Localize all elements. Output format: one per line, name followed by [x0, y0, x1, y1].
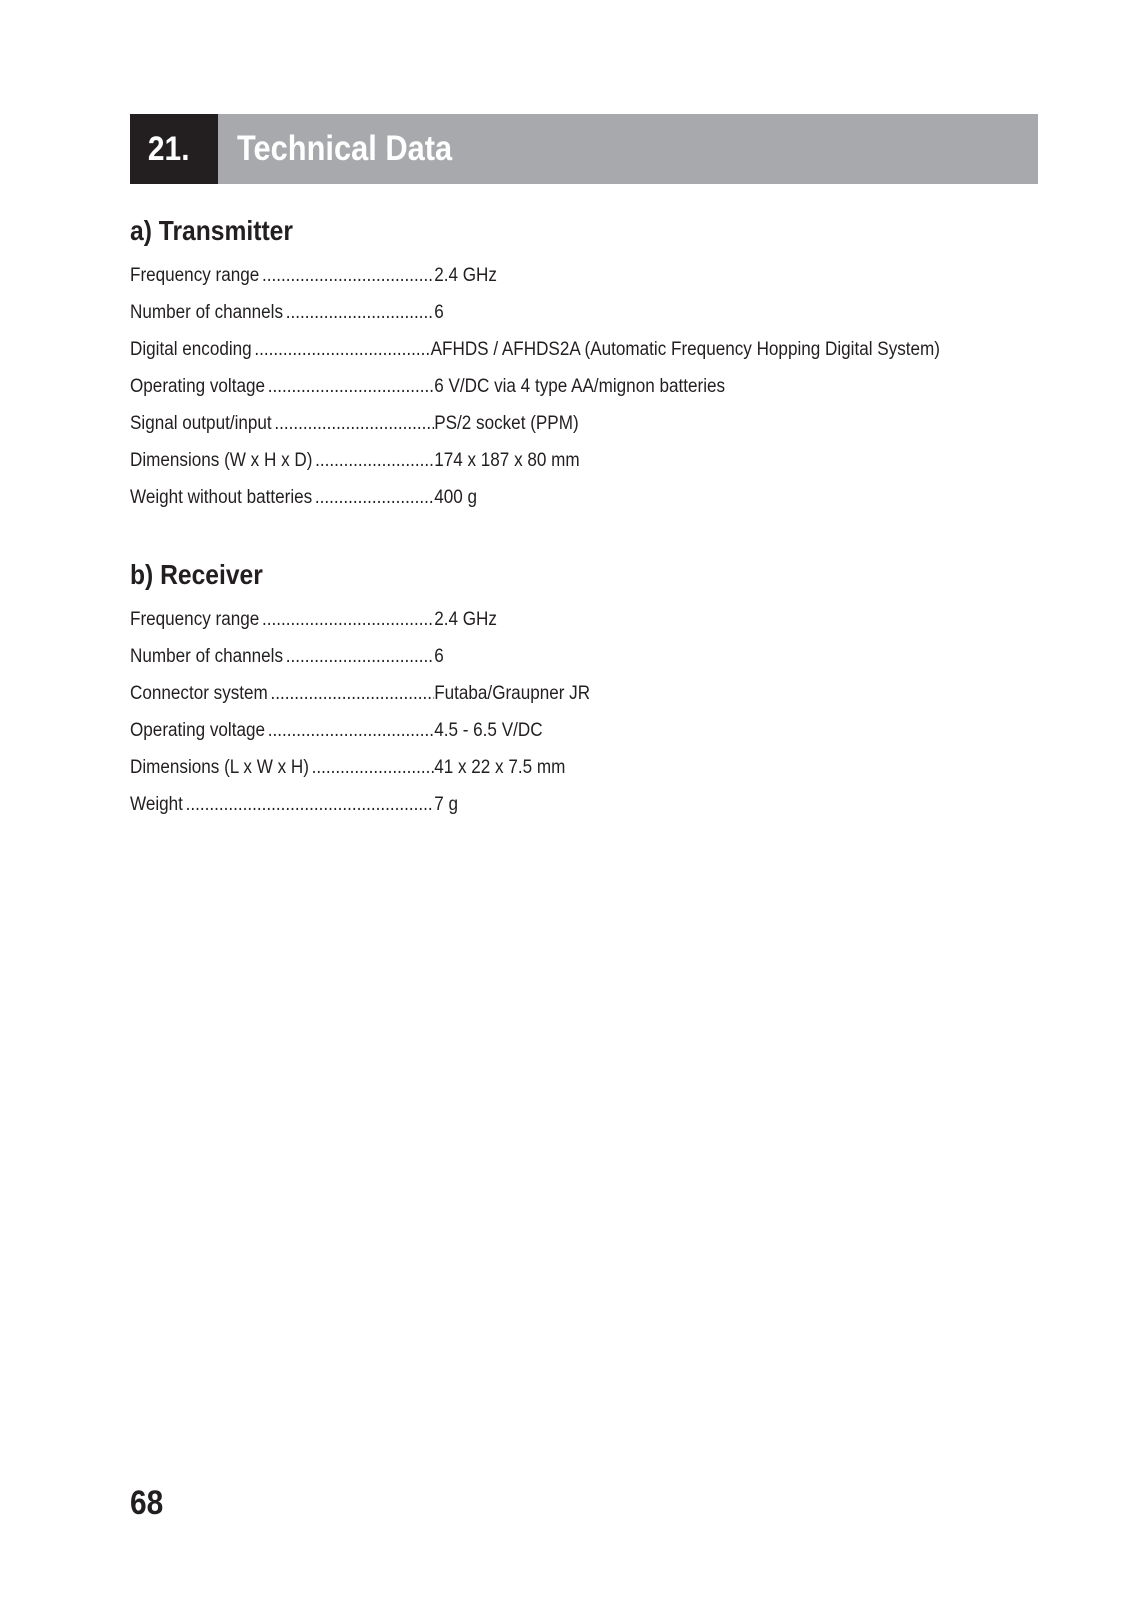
- spec-label-cell: [130, 442, 434, 479]
- spec-row: [130, 638, 940, 675]
- spec-label-cell: [130, 786, 434, 823]
- page-number: 68: [130, 1484, 164, 1522]
- spec-label-cell: [130, 749, 434, 786]
- spec-value: 2.4 GHz: [434, 265, 497, 286]
- spec-value: 400 g: [434, 487, 477, 508]
- transmitter-section: [130, 211, 1030, 516]
- receiver-section: [130, 555, 1030, 823]
- spec-label: Number of channels: [130, 646, 284, 667]
- spec-label: Weight without batteries: [130, 487, 313, 508]
- spec-value: 6 V/DC via 4 type AA/mignon batteries: [434, 376, 726, 397]
- receiver-spec-list: [130, 601, 1030, 823]
- transmitter-heading: a) Transmitter: [130, 215, 293, 246]
- spec-label-cell: [130, 405, 434, 442]
- dot-leader: [286, 638, 434, 675]
- spec-row: [130, 786, 940, 823]
- spec-row: [130, 368, 940, 405]
- spec-label: Frequency range: [130, 609, 260, 630]
- spec-label: Operating voltage: [130, 720, 265, 741]
- spec-label-cell: [130, 712, 434, 749]
- spec-value: 6: [434, 302, 444, 323]
- spec-value: 2.4 GHz: [434, 609, 497, 630]
- spec-row: [130, 601, 940, 638]
- spec-label-cell: [130, 479, 434, 516]
- spec-row: [130, 294, 940, 331]
- spec-row: [130, 405, 940, 442]
- receiver-heading: b) Receiver: [130, 559, 263, 590]
- dot-leader: [271, 675, 435, 712]
- spec-label: Frequency range: [130, 265, 260, 286]
- dot-leader: [286, 294, 434, 331]
- dot-leader: [254, 331, 430, 368]
- spec-label-cell: [130, 638, 434, 675]
- dot-leader: [262, 601, 434, 638]
- spec-label-cell: [130, 601, 434, 638]
- spec-label-cell: [130, 257, 434, 294]
- chapter-number: 21.: [130, 114, 207, 184]
- spec-row: [130, 712, 940, 749]
- transmitter-spec-list: [130, 257, 1030, 516]
- chapter-number-box: [130, 114, 218, 184]
- spec-value: 6: [434, 646, 444, 667]
- spec-label: Dimensions (L x W x H): [130, 757, 309, 778]
- spec-label-cell: [130, 675, 434, 712]
- dot-leader: [315, 442, 434, 479]
- spec-label-cell: [130, 368, 434, 405]
- spec-value: PS/2 socket (PPM): [434, 413, 579, 434]
- spec-value: 174 x 187 x 80 mm: [434, 450, 580, 471]
- spec-label-cell: [130, 294, 434, 331]
- spec-label-cell: [130, 331, 431, 368]
- spec-label: Connector system: [130, 683, 268, 704]
- spec-label: Operating voltage: [130, 376, 265, 397]
- spec-value: 7 g: [434, 794, 458, 815]
- spec-row: [130, 749, 940, 786]
- spec-value: Futaba/Graupner JR: [434, 683, 591, 704]
- spec-label: Number of channels: [130, 302, 284, 323]
- chapter-title-box: [218, 114, 1038, 184]
- spec-label: Digital encoding: [130, 339, 252, 360]
- spec-label: Signal output/input: [130, 413, 272, 434]
- spec-value: 41 x 22 x 7.5 mm: [434, 757, 566, 778]
- spec-row: [130, 442, 940, 479]
- dot-leader: [268, 368, 434, 405]
- spec-row: [130, 675, 940, 712]
- spec-value: AFHDS / AFHDS2A (Automatic Frequency Hopping Digital System): [430, 339, 940, 360]
- dot-leader: [315, 479, 434, 516]
- chapter-header: [130, 114, 1038, 184]
- spec-value: 4.5 - 6.5 V/DC: [434, 720, 543, 741]
- spec-row: [130, 479, 940, 516]
- spec-row: [130, 257, 940, 294]
- chapter-title: Technical Data: [237, 129, 453, 168]
- dot-leader: [312, 749, 435, 786]
- spec-row: [130, 331, 940, 368]
- dot-leader: [262, 257, 434, 294]
- dot-leader: [186, 786, 435, 823]
- dot-leader: [268, 712, 434, 749]
- spec-label: Dimensions (W x H x D): [130, 450, 313, 471]
- spec-label: Weight: [130, 794, 183, 815]
- dot-leader: [274, 405, 434, 442]
